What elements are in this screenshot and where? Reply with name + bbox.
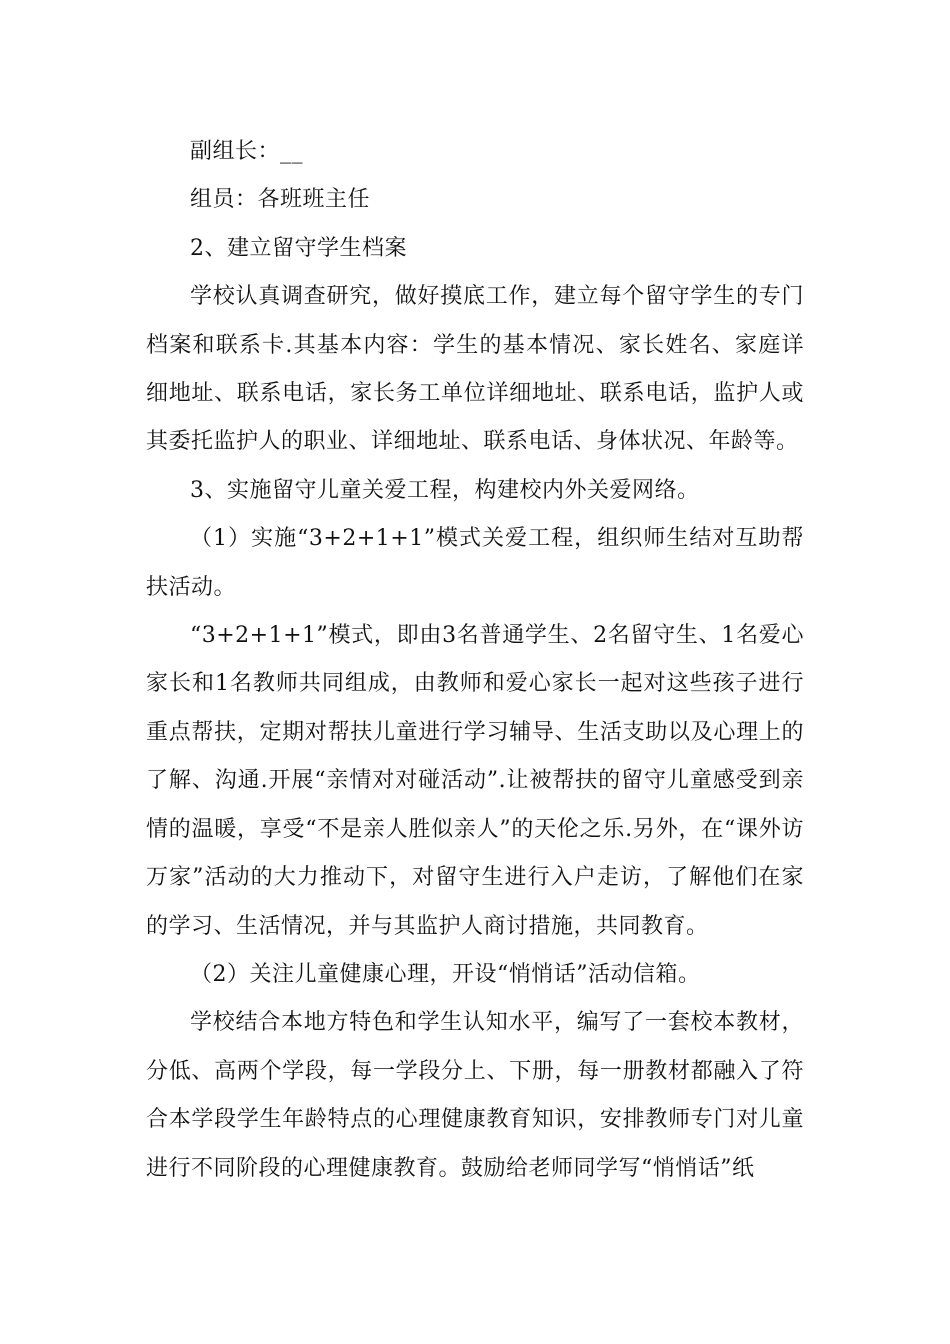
document-body (146, 128, 804, 1193)
paragraph-mode: “3+2+1+1”模式，即由3名普通学生、2名留守生、1名爱心家长和1名教师共同组成，由教师和爱心家长一起对这些孩子进行重点帮扶，定期对帮扶儿童进行学习辅导、生活支助以及心理上的了解、沟通.开展“亲情对对碰活动”.让被帮扶的留守儿童感受到亲情的温暖，享受“不是亲人胜似亲人”的天伦之乐.另外，在“课外访万家”活动的大力推动下，对留守生进行入户走访，了解他们在家的学习、生活情况，并与其监护人商讨措施，共同教育。 (146, 623, 804, 939)
members-line: 组员：各班班主任 (190, 187, 371, 213)
section-heading-care-project: 3、实施留守儿童关爱工程，构建校内外关爱网络。 (190, 477, 700, 503)
deputy-leader-line: 副组长：__ (190, 139, 304, 164)
paragraph-archive: 学校认真调查研究，做好摸底工作，建立每个留守学生的专门档案和联系卡.其基本内容：学生的基本情况、家长姓名、家庭详细地址、联系电话，家长务工单位详细地址、联系电话，监护人或其委托监护人的职业、详细地址、联系电话、身体状况、年龄等。 (146, 284, 804, 455)
subheading-mode: （1）实施“3+2+1+1”模式关爱工程，组织师生结对互助帮扶活动。 (146, 526, 804, 600)
section-heading-archive: 2、建立留守学生档案 (190, 235, 407, 261)
paragraph-mental-health: 学校结合本地方特色和学生认知水平，编写了一套校本教材，分低、高两个学段，每一学段分上、下册，每一册教材都融入了符合本学段学生年龄特点的心理健康教育知识，安排教师专门对儿童进行不同阶段的心理健康教育。鼓励给老师同学写“悄悄话”纸 (146, 1010, 804, 1181)
subheading-mental-health: （2）关注儿童健康心理，开设“悄悄话”活动信箱。 (190, 961, 701, 987)
